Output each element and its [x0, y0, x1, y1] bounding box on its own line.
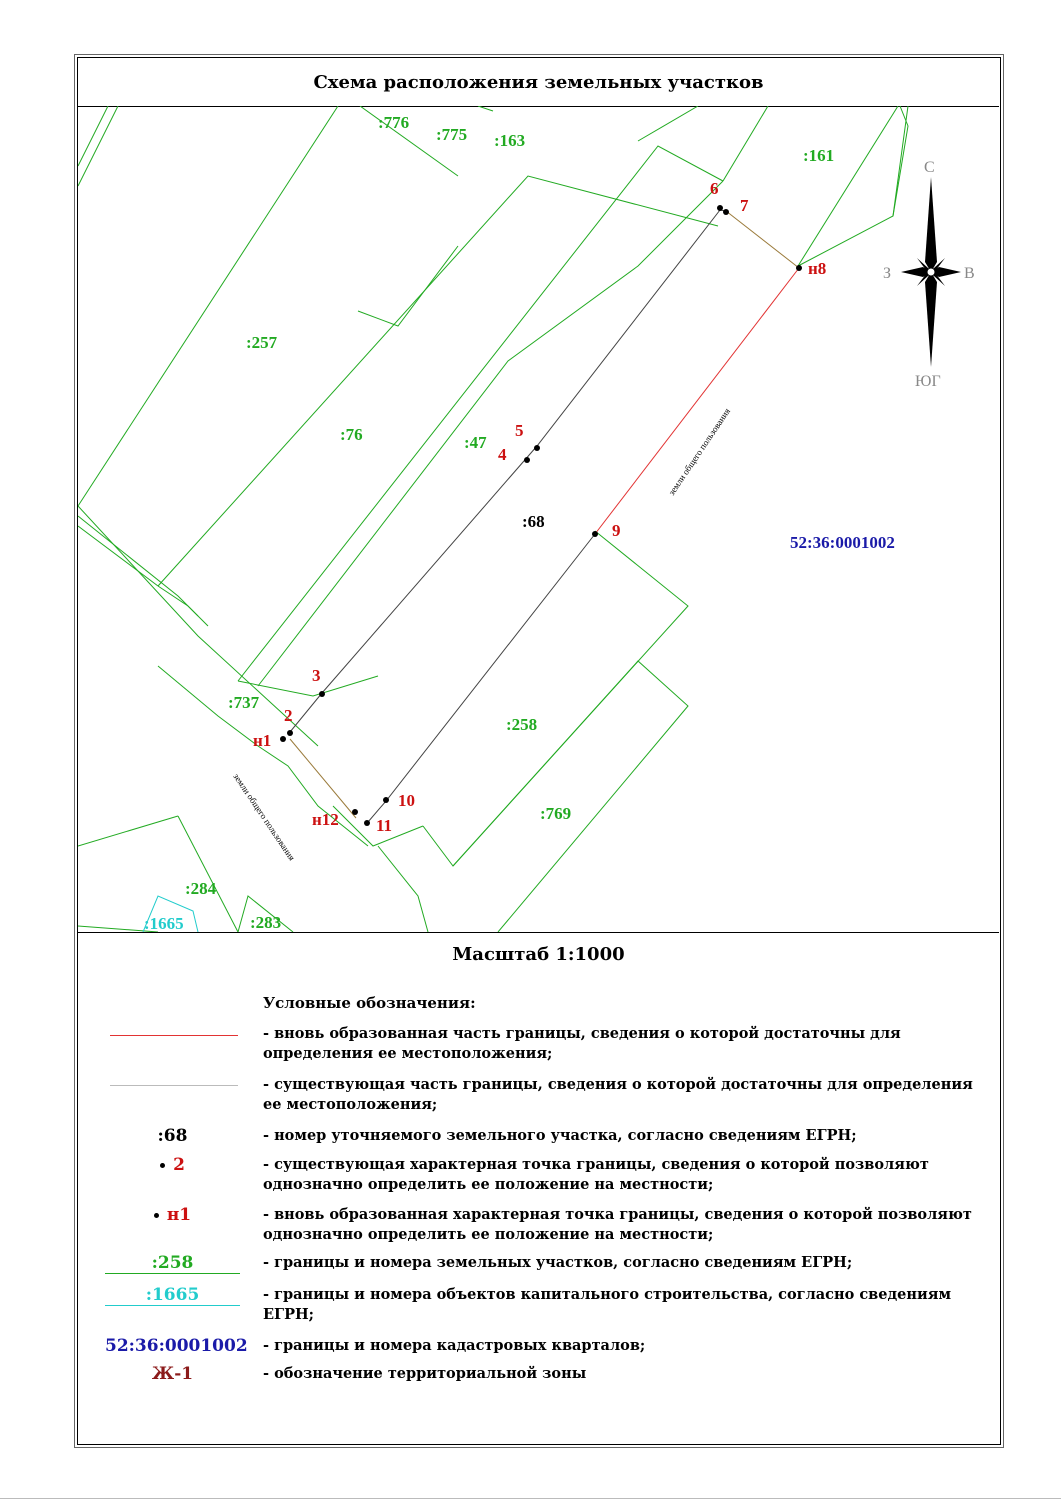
parcel-label: :258: [506, 715, 538, 734]
parcel-label: :775: [436, 125, 468, 144]
parcel-label: :161: [803, 146, 835, 165]
parcel-label: :47: [464, 433, 487, 452]
new-boundary: [595, 268, 799, 534]
map-scale: Масштаб 1:1000: [452, 944, 625, 965]
parcel-label: :776: [378, 113, 410, 132]
point-label: н1: [253, 731, 272, 750]
point-label: н8: [808, 259, 827, 278]
new-boundary-swatch: [110, 1035, 238, 1036]
parcel-label: :769: [540, 804, 572, 823]
compass-west: З: [883, 265, 892, 282]
point-label: 4: [498, 445, 507, 464]
map-area[interactable]: [78, 106, 999, 933]
parcel-label: :76: [340, 425, 363, 444]
existing-boundary-swatch: [110, 1085, 238, 1086]
legend-title: Условные обозначения:: [263, 994, 476, 1012]
parcel-label: :163: [494, 131, 526, 150]
point-label: н12: [312, 810, 339, 829]
compass-east: В: [964, 265, 975, 282]
target-parcel-label: :68: [522, 512, 545, 531]
parcel-label: :283: [250, 913, 282, 932]
quarter-label: 52:36:0001002: [790, 533, 895, 552]
parcel-label: :284: [185, 879, 217, 898]
point-label: 5: [515, 421, 524, 440]
point-dot-icon: [154, 1213, 159, 1218]
compass-south: ЮГ: [915, 373, 941, 390]
parcel-boundaries: [78, 106, 908, 932]
point-label: 10: [398, 791, 415, 810]
page-edge: [0, 1498, 1061, 1499]
road-label: земли общего пользования: [666, 406, 733, 498]
building-label: :1665: [144, 914, 184, 932]
parcel-label: :257: [246, 333, 278, 352]
compass-north: С: [924, 159, 935, 176]
point-label: 11: [376, 816, 393, 835]
point-label: 6: [710, 179, 719, 198]
point-label: 9: [612, 521, 621, 540]
point-label: 7: [740, 196, 749, 215]
map-title: Схема расположения земельных участков: [78, 58, 999, 107]
point-dot-icon: [160, 1163, 165, 1168]
parcel-label: :737: [228, 693, 260, 712]
point-label: 3: [312, 666, 321, 685]
road-label: земли общего пользования: [231, 771, 298, 863]
point-label: 2: [284, 706, 293, 725]
